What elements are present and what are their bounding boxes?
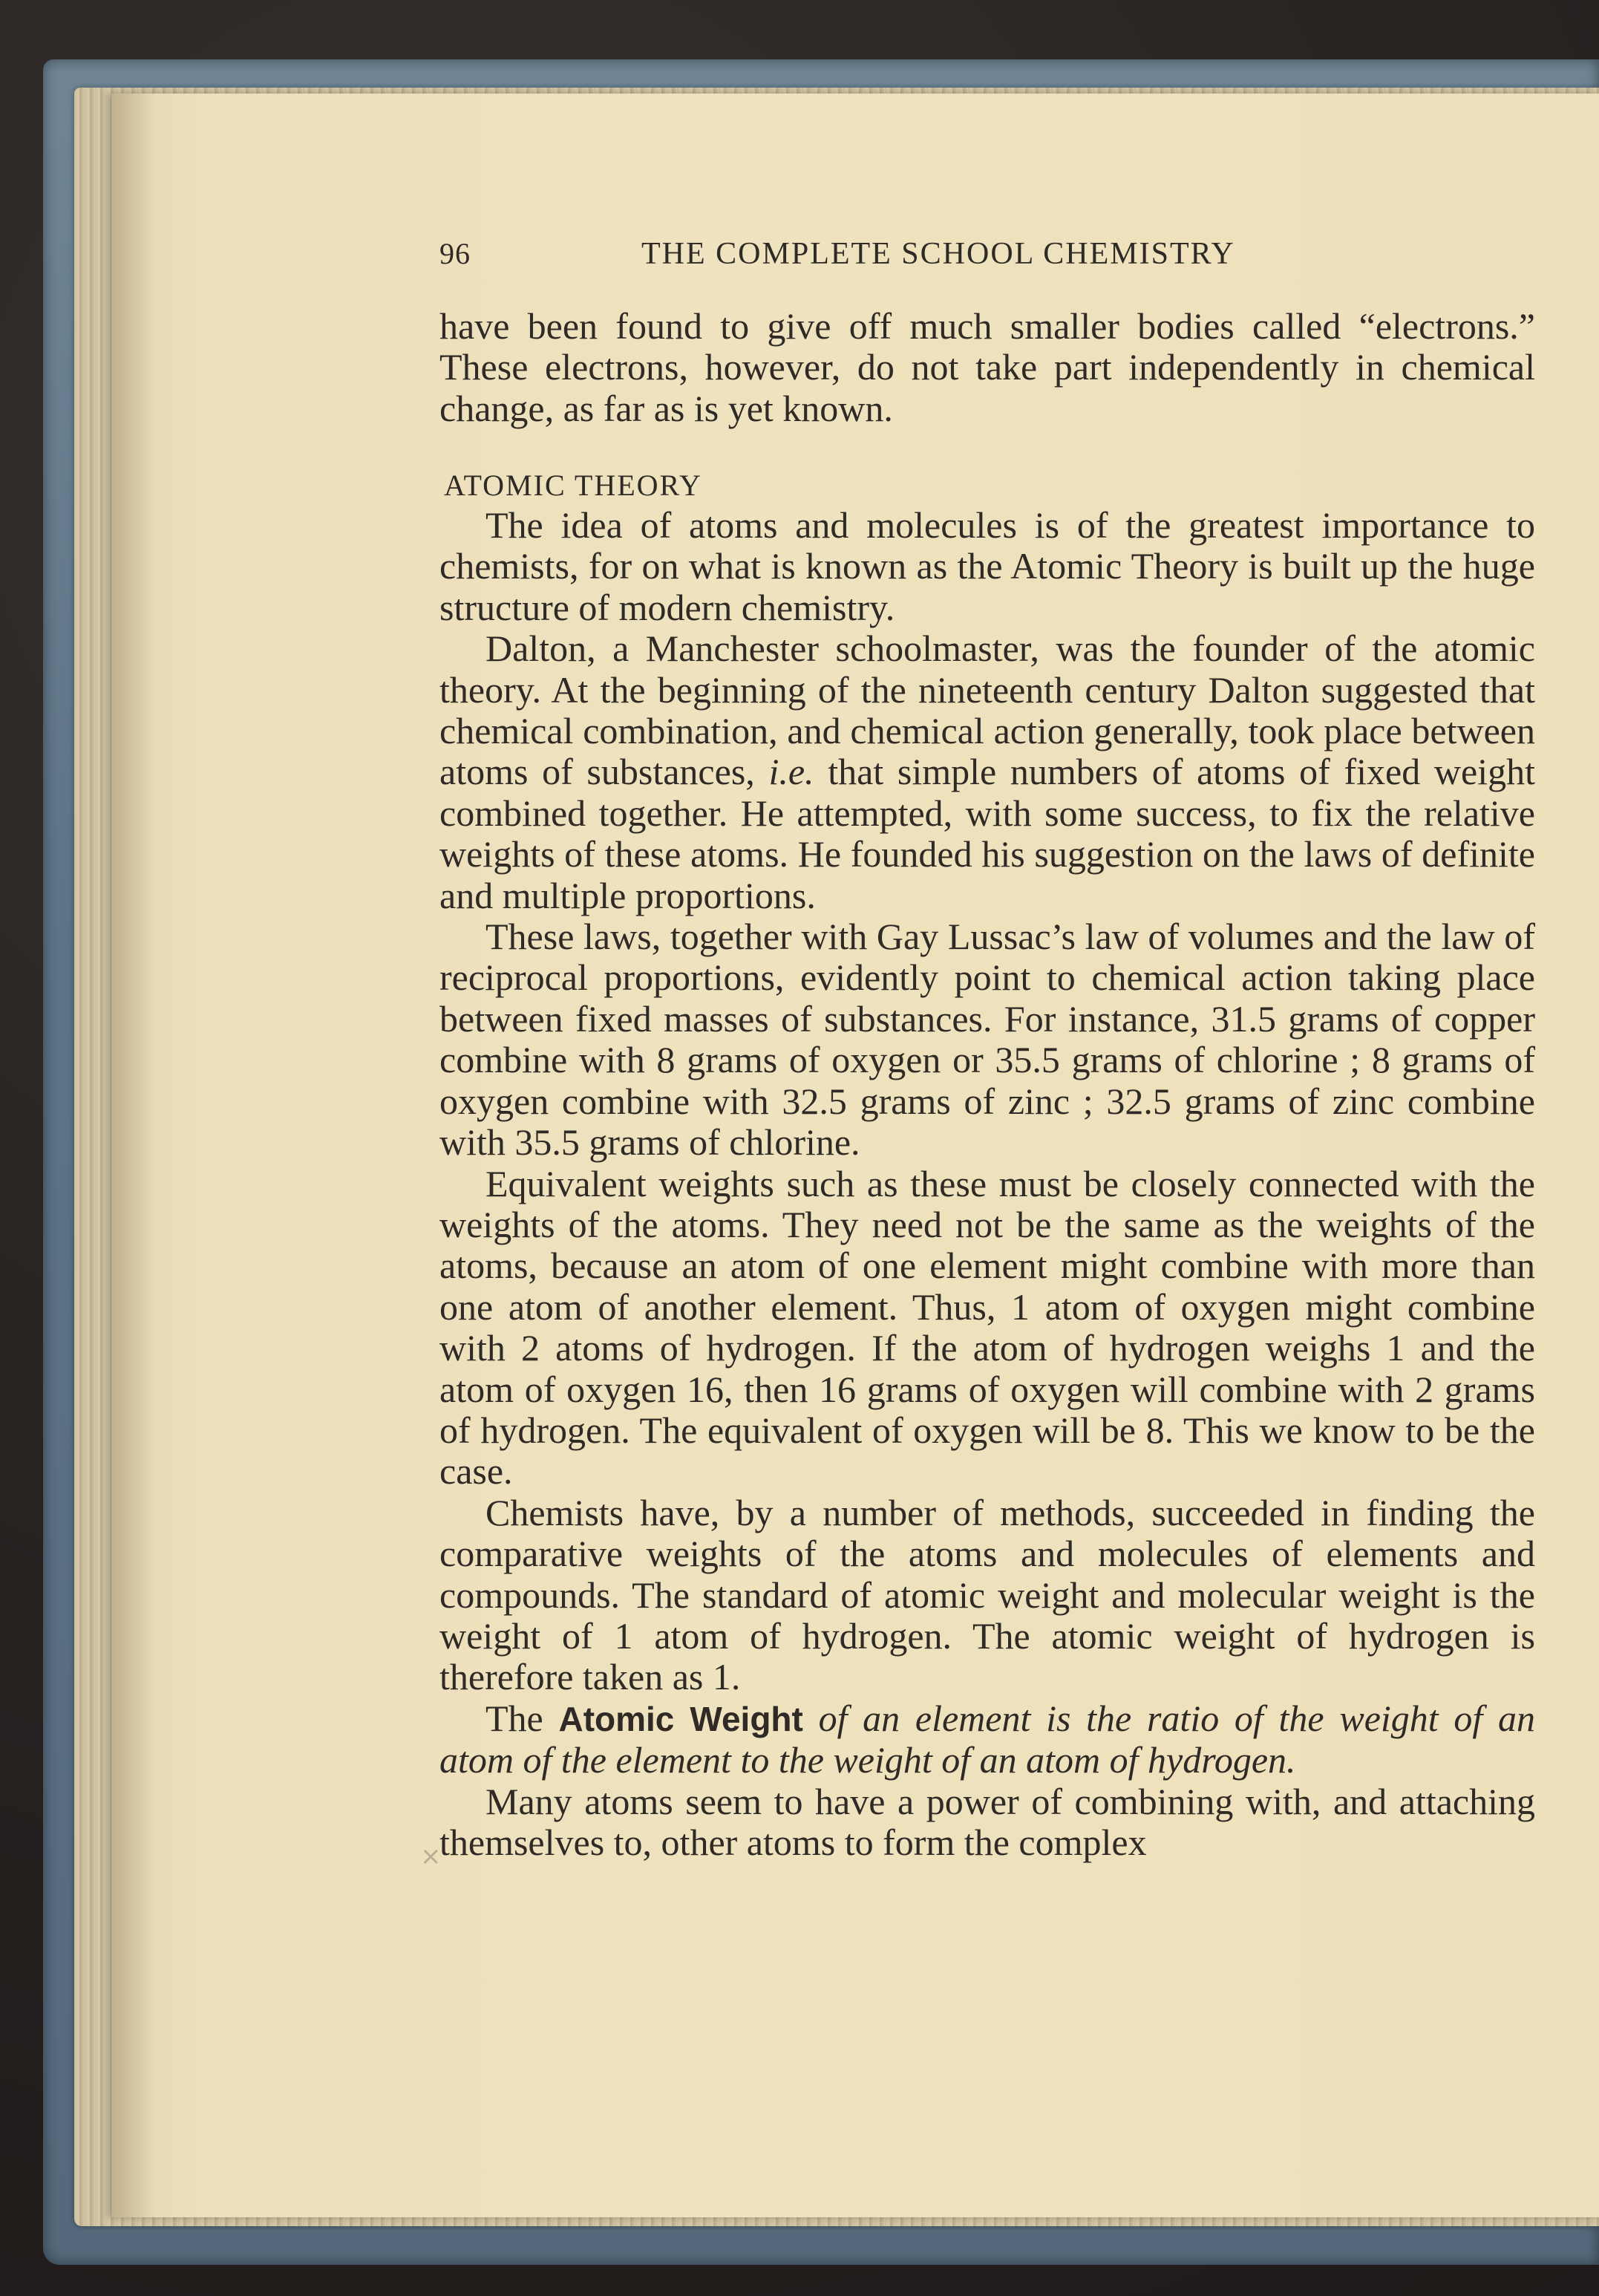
intro-paragraph: have been found to give off much smaller bodies called “electrons.” These electrons, however, do not take part independently in chemical change, as far as is yet known.	[439, 305, 1535, 429]
paragraph-2	[439, 628, 1535, 916]
pencil-margin-mark: ×	[420, 1842, 442, 1871]
paragraph-2-part-2: that simple numbers of atoms of fixed weight combined together. He attempted, with some success, to fix the relative weights of these atoms. He founded his suggestion on the laws of definite and multiple proportions.	[439, 751, 1535, 916]
paragraph-2-ie: i.e.	[768, 751, 814, 793]
section-heading: ATOMIC THEORY	[444, 469, 702, 502]
gutter-shadow	[111, 94, 156, 2217]
paragraph-6-definition	[439, 1698, 1535, 1781]
paragraph-3: These laws, together with Gay Lussac’s law of volumes and the law of reciprocal proportions, evidently point to chemical action taking place between fixed masses of substances. For instance, 31.5 grams of copper combine with 8 grams of oxygen or 35.5 grams of chlorine ; 8 grams of oxygen combine with 32.5 grams of zinc ; 32.5 grams of zinc combine with 35.5 grams of chlorine.	[439, 916, 1535, 1164]
paragraph-7: Many atoms seem to have a power of combining with, and attaching themselves to, other atoms to form the complex	[439, 1780, 1535, 1863]
running-head: THE COMPLETE SCHOOL CHEMISTRY	[641, 237, 1235, 271]
paragraph-2-part-1: Dalton, a Manchester schoolmaster, was the founder of the atomic theory. At the beginning of the nineteenth century Dalton suggested that chemical combination, and chemical action generally, took place between atoms of substances,	[439, 627, 1535, 793]
paragraph-5: Chemists have, by a number of methods, succeeded in finding the comparative weights of the atoms and molecules of elements and compounds. The standard of atomic weight and molecular weight is the weight of 1 atom of hydrogen. The atomic weight of hydrogen is therefore taken as 1.	[439, 1491, 1535, 1698]
definition-term: Atomic Weight	[558, 1699, 803, 1738]
paragraph-4: Equivalent weights such as these must be closely connected with the weights of the atoms. They need not be the same as the weights of the atoms, because an atom of one element might combine with more than one atom of another element. Thus, 1 atom of oxygen might combine with 2 atoms of hydrogen. If the atom of hydrogen weighs 1 and the atom of oxygen 16, then 16 grams of oxygen will combine with 2 grams of hydrogen. The equivalent of oxygen will be 8. This we know to be the case.	[439, 1162, 1535, 1493]
page-header	[439, 236, 1550, 281]
definition-text: of an element is the ratio of the weight of an atom of the element to the weight of an atom of hydrogen.	[439, 1697, 1536, 1781]
section-body	[439, 505, 1535, 1863]
paragraph-1: The idea of atoms and molecules is of the greatest importance to chemists, for on what is known as the Atomic Theory is built up the huge structure of modern chemistry.	[439, 504, 1535, 628]
intro-paragraph-block	[439, 306, 1535, 429]
page-number: 96	[439, 237, 471, 270]
definition-the: The	[485, 1697, 559, 1739]
